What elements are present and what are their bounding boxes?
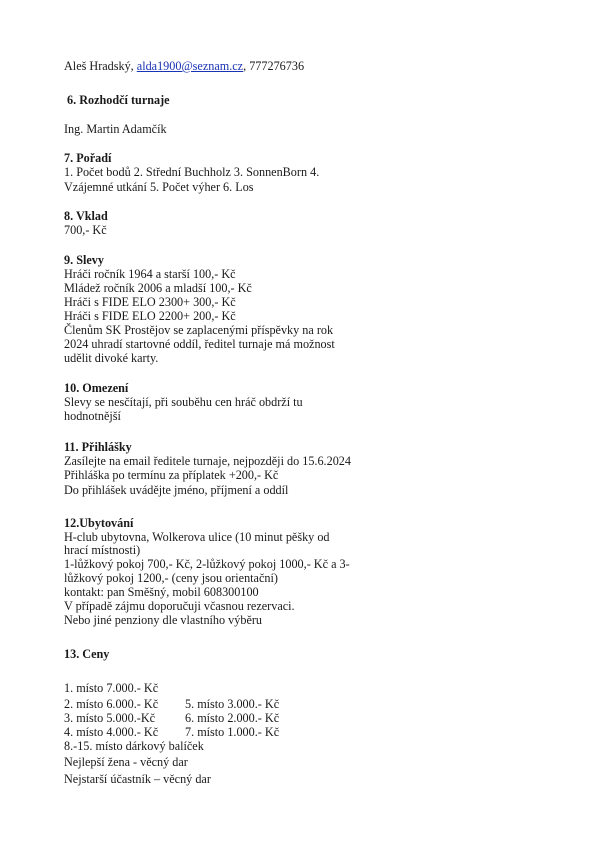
contact-phone: , 777276736 [243,59,305,73]
prize-line: 2. místo 6.000.- Kč [64,697,159,711]
section-12-line: V případě zájmu doporučuji včasnou rezervaci. [64,599,295,613]
section-8-heading: 8. Vklad [64,209,108,223]
prize-line: 5. místo 3.000.- Kč [185,697,280,711]
section-12-line: lůžkový pokoj 1200,- (ceny jsou orientační) [64,571,278,585]
contact-line [64,59,304,74]
section-8-line: 700,- Kč [64,223,107,237]
section-9-heading: 9. Slevy [64,253,104,267]
prize-line: Nejstarší účastník – věcný dar [64,772,211,786]
section-10-line: Slevy se nesčítají, při souběhu cen hráč obdrží tu [64,395,303,409]
prize-line: 3. místo 5.000.-Kč [64,711,156,725]
section-9-line: Hráči s FIDE ELO 2300+ 300,- Kč [64,295,236,309]
section-9-line: Členům SK Prostějov se zaplacenými příspěvky na rok [64,323,334,337]
section-6-line: Ing. Martin Adamčík [64,122,167,136]
section-12-heading: 12.Ubytování [64,516,134,530]
section-12-line: H-club ubytovna, Wolkerova ulice (10 minut pěšky od [64,530,330,544]
section-12-line: 1-lůžkový pokoj 700,- Kč, 2-lůžkový pokoj 1000,- Kč a 3- [64,557,350,571]
section-11-line: Přihláška po termínu za příplatek +200,- Kč [64,468,279,482]
section-12-line: Nebo jiné penziony dle vlastního výběru [64,613,262,627]
contact-email-link[interactable]: alda1900@seznam.cz [136,59,244,73]
contact-name: Aleš Hradský, [64,59,137,73]
prize-line: 6. místo 2.000.- Kč [185,711,280,725]
section-12-line: hrací místnosti) [64,543,141,557]
section-10-heading: 10. Omezení [64,381,129,395]
section-6-heading: 6. Rozhodčí turnaje [67,93,170,107]
section-10-line: hodnotnější [64,409,121,423]
section-11-line: Zasílejte na email ředitele turnaje, nejpozději do 15.6.2024 [64,454,351,468]
prize-line: Nejlepší žena - věcný dar [64,755,188,769]
section-11-line: Do přihlášek uvádějte jméno, příjmení a oddíl [64,483,289,497]
section-7-heading: 7. Pořadí [64,151,112,165]
section-9-line: Mládež ročník 2006 a mladší 100,- Kč [64,281,252,295]
prize-line: 7. místo 1.000.- Kč [185,725,280,739]
section-9-line: Hráči ročník 1964 a starší 100,- Kč [64,267,236,281]
prize-line: 1. místo 7.000.- Kč [64,681,159,695]
section-7-line: Vzájemné utkání 5. Počet výher 6. Los [64,180,254,194]
section-9-line: Hráči s FIDE ELO 2200+ 200,- Kč [64,309,236,323]
section-7-line: 1. Počet bodů 2. Střední Buchholz 3. SonnenBorn 4. [64,165,320,179]
prize-line: 4. místo 4.000.- Kč [64,725,159,739]
section-9-line: 2024 uhradí startovné oddíl, ředitel turnaje má možnost [64,337,335,351]
prize-line: 8.-15. místo dárkový balíček [64,739,204,753]
section-9-line: udělit divoké karty. [64,351,159,365]
section-13-heading: 13. Ceny [64,647,110,661]
section-11-heading: 11. Přihlášky [64,440,132,454]
section-12-line: kontakt: pan Směšný, mobil 608300100 [64,585,259,599]
